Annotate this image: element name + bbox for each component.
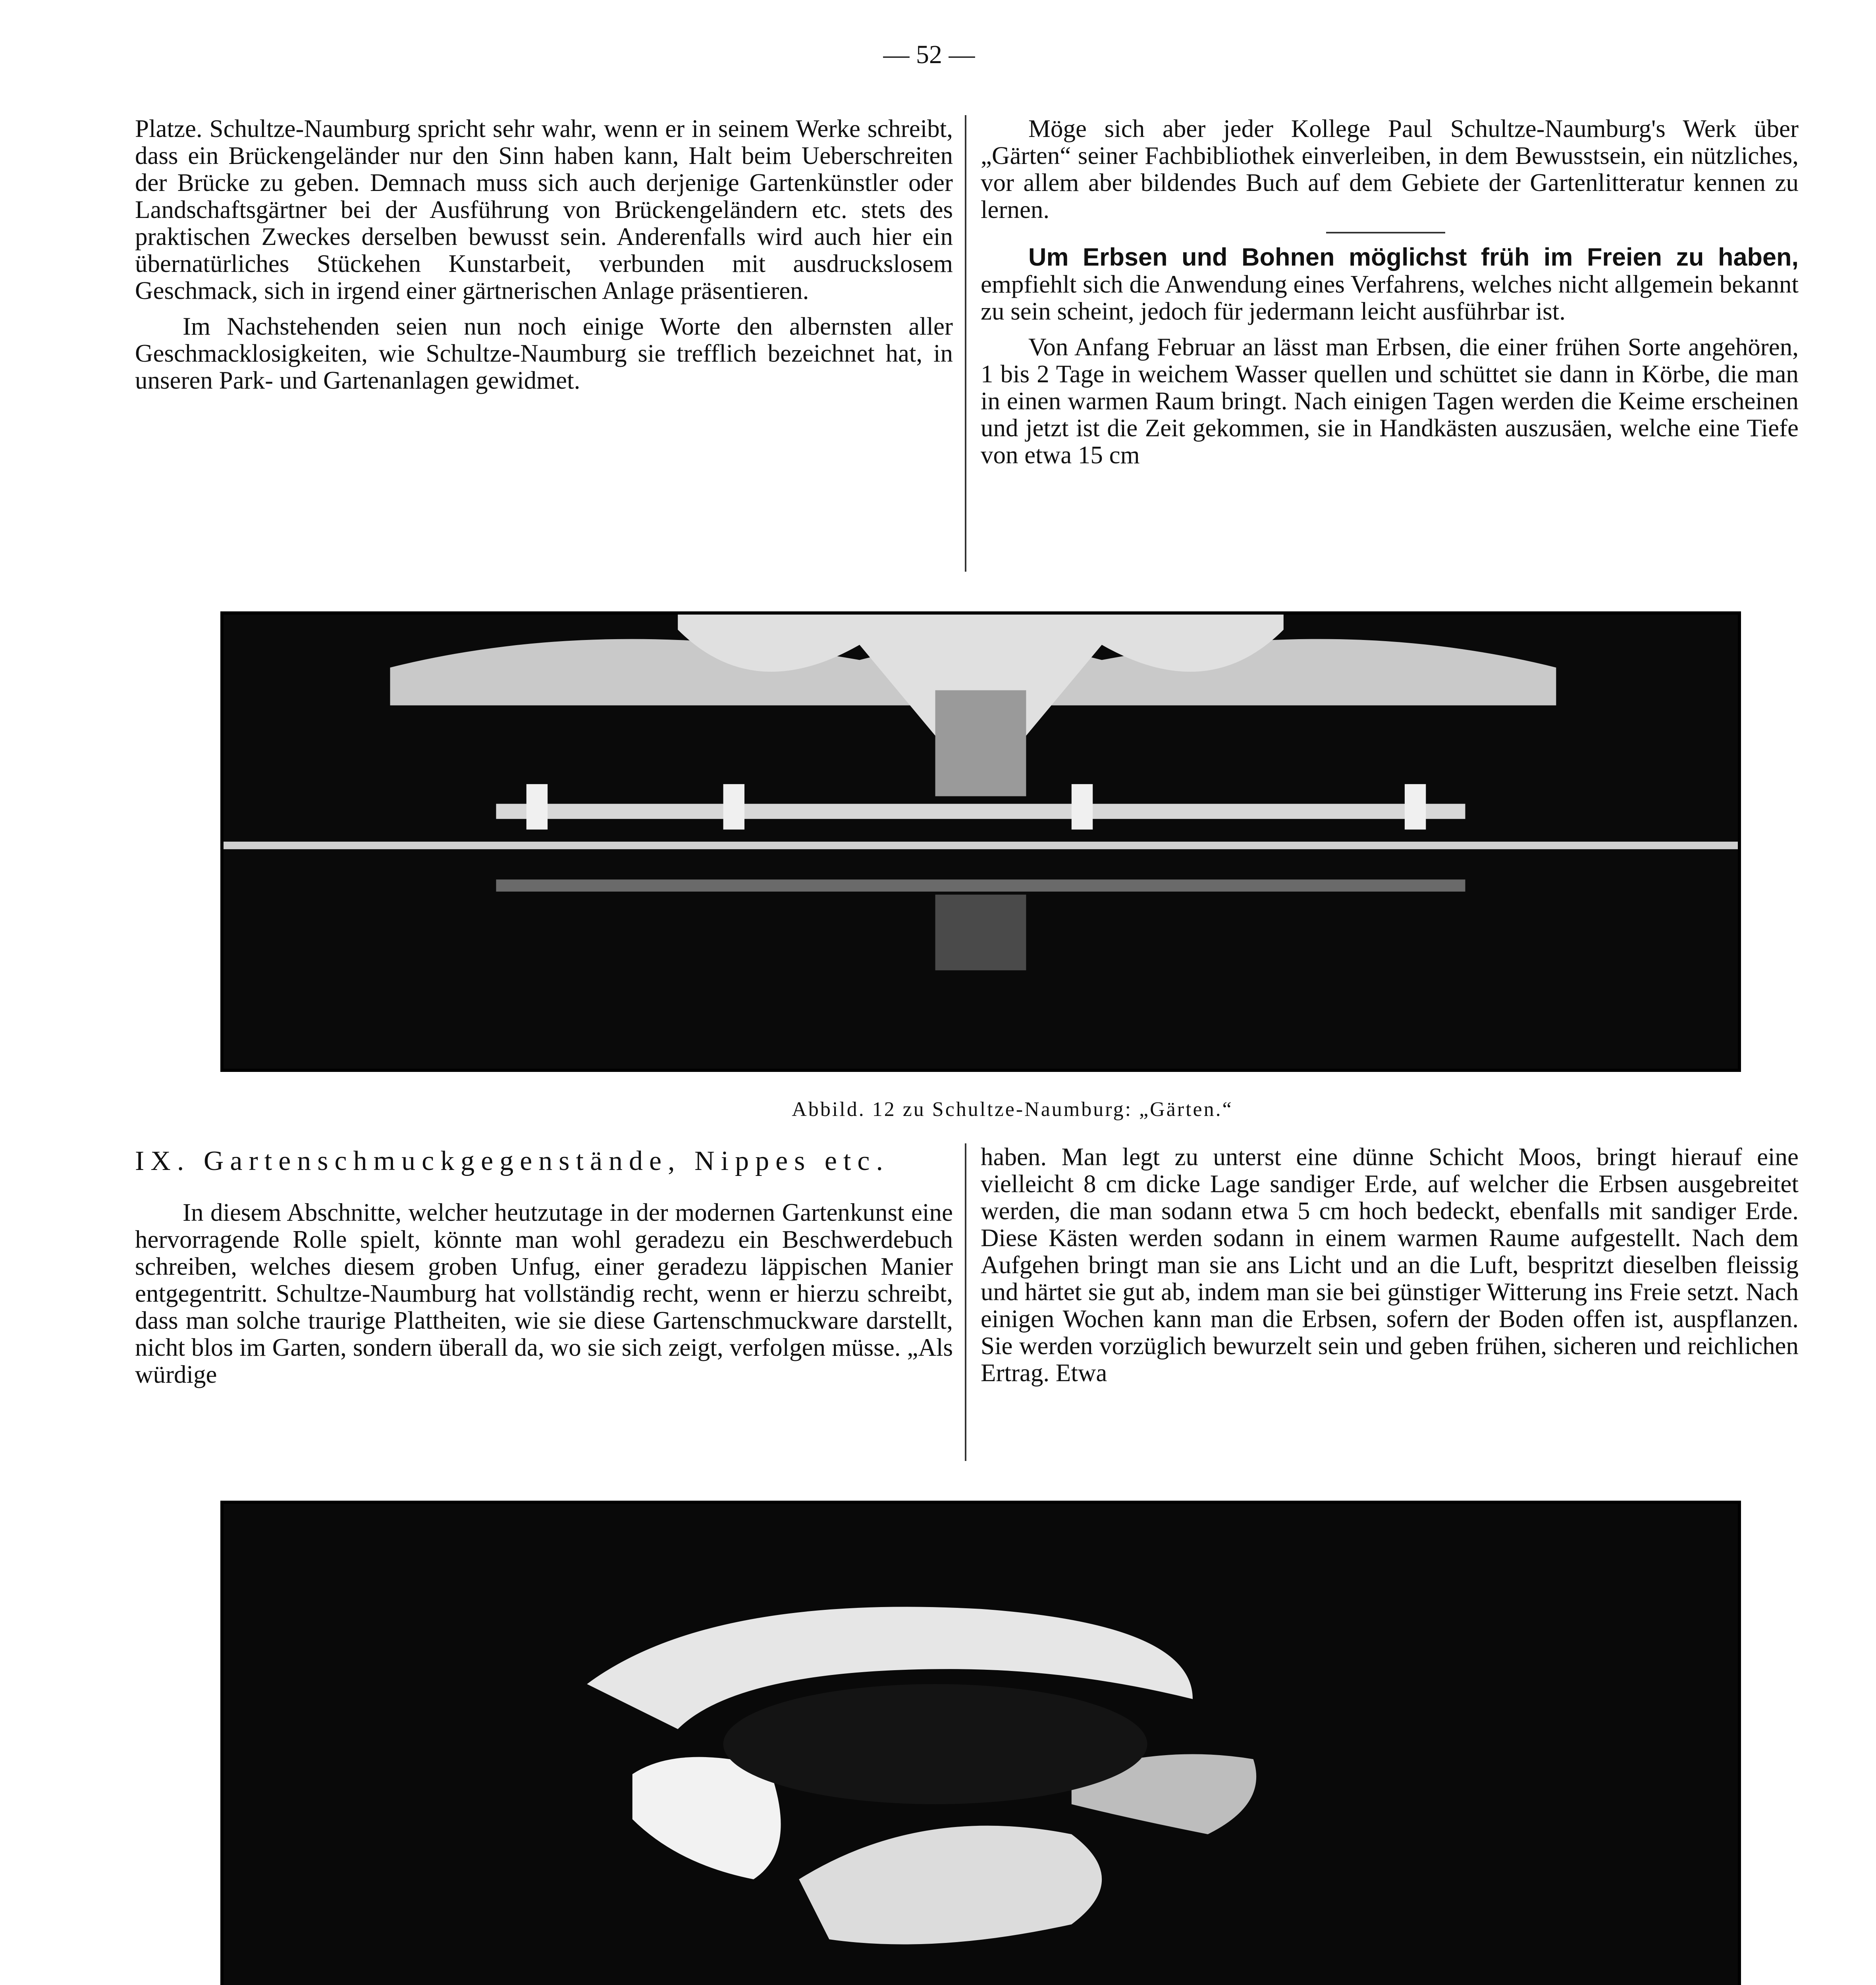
paragraph: Um Erbsen und Bohnen möglichst früh im Freien zu haben, empfiehlt sich die Anwendung eines Verfahrens, welches nicht allgemein bekannt zu sein scheint, jedoch für jedermann leicht ausführbar ist. <box>981 243 1799 325</box>
paragraph: In diesem Abschnitte, welcher heutzutage in der modernen Gartenkunst eine hervorragende Rolle spielt, könnte man wohl geradezu ein Beschwerdebuch schreiben, welches diesem groben Unfug, einer geradezu läppischen Manier entgegentritt. Schultze-Naumburg hat vollständig recht, wenn er hierzu schreibt, dass man solche traurige Plattheiten, wie sie diese Gartenschmuckware darstellt, nicht blos im Garten, sondern überall da, wo sie sich zeigt, verfolgen müsse. „Als würdige <box>135 1199 953 1388</box>
middle-left-column <box>135 1199 953 1397</box>
article-heading: Um Erbsen und Bohnen möglichst früh im Freien zu haben, <box>1028 243 1799 271</box>
garden-pool-illustration <box>224 1504 1738 1985</box>
middle-right-column <box>981 1143 1799 1395</box>
page-number: — 52 — <box>883 40 975 69</box>
separator-rule <box>1326 232 1445 233</box>
garden-pond-illustration <box>224 615 1738 1069</box>
paragraph: haben. Man legt zu unterst eine dünne Schicht Moos, bringt hierauf eine vielleicht 8 cm dicke Lage sandiger Erde, auf welcher die Erbsen ausgebreitet werden, die man sodann etwa 5 cm hoch bedeckt, ebenfalls mit sandiger Erde. Diese Kästen werden sodann in einem warmen Raume aufgestellt. Nach dem Aufgehen bringt man sie ans Licht und an die Luft, bespritzt dieselben fleissig und härtet sie gut ab, indem man sie bei günstiger Witterung ins Freie setzt. Nach einigen Wochen kann man die Erbsen, sofern der Boden offen ist, auspflanzen. Sie werden vorzüglich bewurzelt sein und geben frühen, sicheren und reichlichen Ertrag. Etwa <box>981 1143 1799 1387</box>
paragraph: Im Nachstehenden seien nun noch einige Worte den albernsten aller Geschmacklosigkeiten, wie Schultze-Naumburg sie trefflich bezeichnet hat, in unseren Park- und Gartenanlagen gewidmet. <box>135 312 953 394</box>
top-right-column <box>981 115 1799 477</box>
paragraph: Möge sich aber jeder Kollege Paul Schultze-Naumburg's Werk über „Gärten“ seiner Fachbibliothek einverleiben, in dem Bewusstsein, ein nützliches, vor allem aber bildendes Buch auf dem Gebiete der Gartenlitteratur kennen zu lernen. <box>981 115 1799 224</box>
top-left-column <box>135 115 953 403</box>
figure-12-caption: Abbild. 12 zu Schultze-Naumburg: „Gärten.“ <box>792 1098 1233 1121</box>
paragraph: Von Anfang Februar an lässt man Erbsen, die einer frühen Sorte angehören, 1 bis 2 Tage in weichem Wasser quellen und schüttet sie dann in Körbe, die man in einen warmen Raum bringt. Nach einigen Tagen werden die Keime erscheinen und jetzt ist die Zeit gekommen, sie in Handkästen auszusäen, welche eine Tiefe von etwa 15 cm <box>981 333 1799 469</box>
figure-13-photo <box>220 1501 1741 1985</box>
column-divider <box>965 1143 966 1461</box>
column-divider <box>965 115 966 572</box>
section-title: IX. Gartenschmuckgegenstände, Nippes etc. <box>135 1146 890 1176</box>
paragraph: Platze. Schultze-Naumburg spricht sehr wahr, wenn er in seinem Werke schreibt, dass ein Brückengeländer nur den Sinn haben kann, Halt beim Ueberschreiten der Brücke zu geben. Demnach muss sich auch derjenige Gartenkünstler oder Landschaftsgärtner bei der Ausführung von Brückengeländern etc. stets des praktischen Zweckes derselben bewusst sein. Anderenfalls wird auch hier ein übernatürliches Stückehen Kunstarbeit, verbunden mit ausdruckslosem Geschmack, sich in irgend einer gärtnerischen Anlage präsentieren. <box>135 115 953 304</box>
figure-12-photo <box>220 611 1741 1072</box>
